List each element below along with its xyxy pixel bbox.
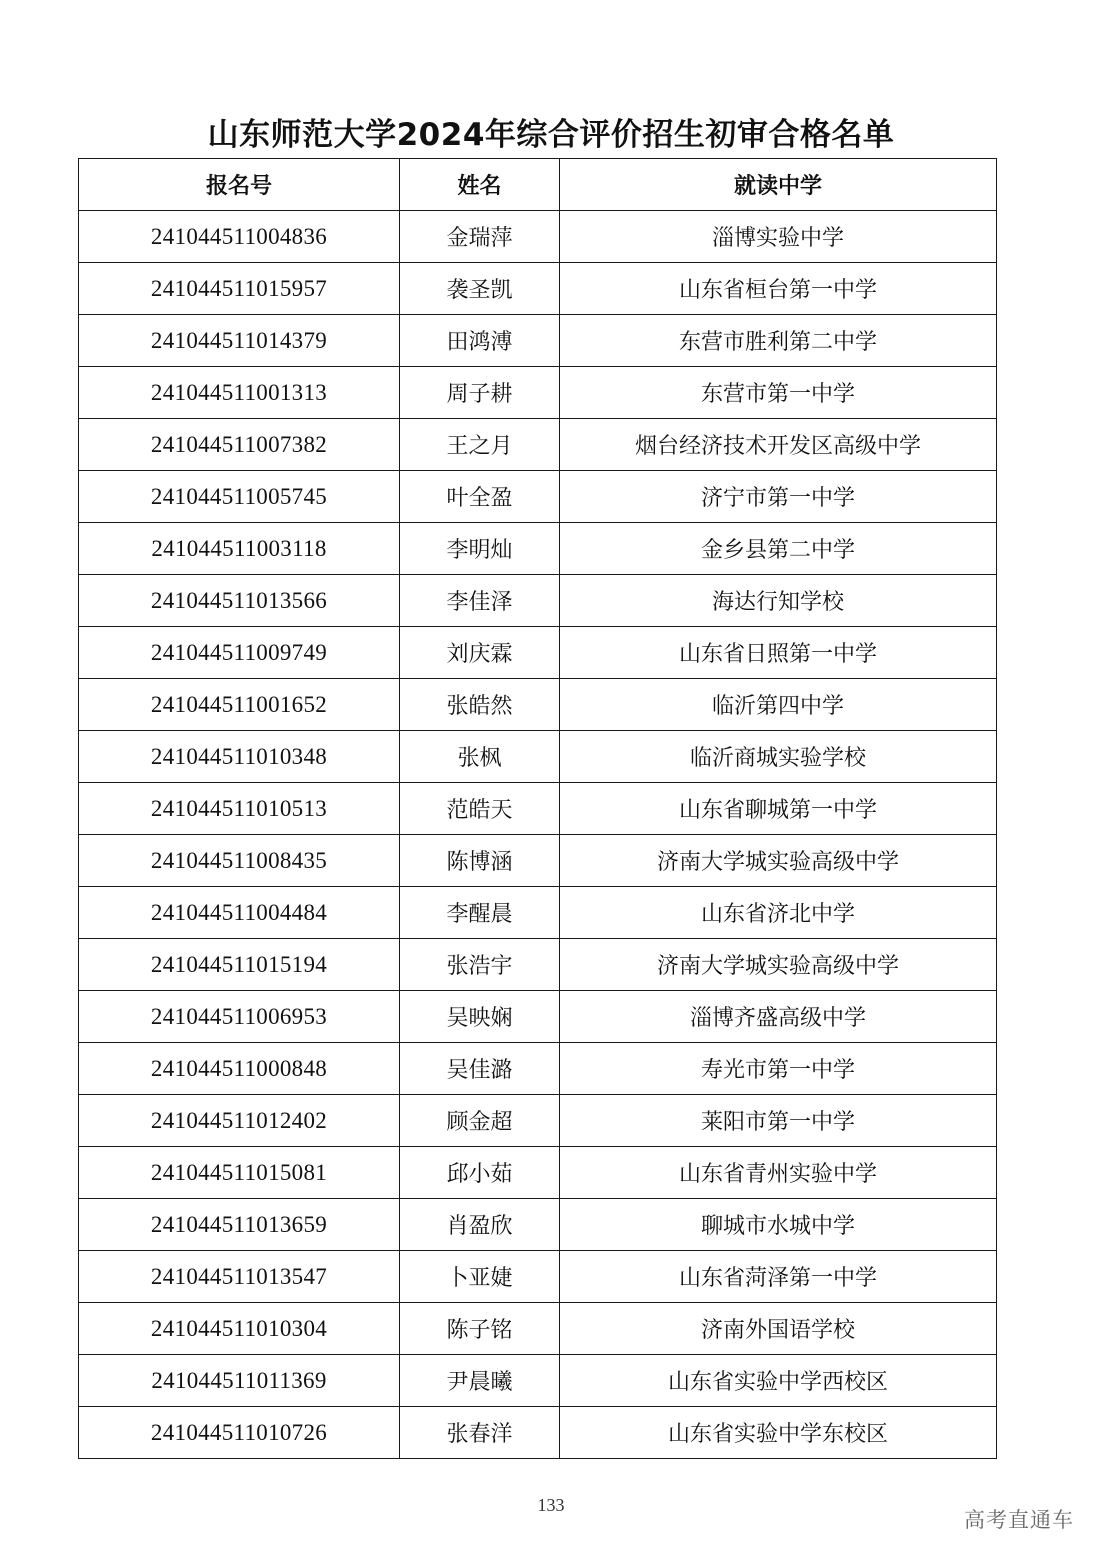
column-header-registration-number: 报名号 bbox=[79, 159, 400, 211]
registration-number-cell: 241044511010304 bbox=[79, 1303, 400, 1355]
school-cell: 金乡县第二中学 bbox=[560, 523, 997, 575]
table-row bbox=[79, 575, 997, 627]
school-cell: 山东省实验中学西校区 bbox=[560, 1355, 997, 1407]
page-title: 山东师范大学2024年综合评价招生初审合格名单 bbox=[207, 117, 895, 153]
school-cell: 聊城市水城中学 bbox=[560, 1199, 997, 1251]
student-name-cell: 李明灿 bbox=[400, 523, 560, 575]
student-name-cell: 顾金超 bbox=[400, 1095, 560, 1147]
table-row bbox=[79, 315, 997, 367]
student-name-cell: 刘庆霖 bbox=[400, 627, 560, 679]
student-name-cell: 王之月 bbox=[400, 419, 560, 471]
student-name-cell: 袭圣凯 bbox=[400, 263, 560, 315]
student-name-cell: 尹晨曦 bbox=[400, 1355, 560, 1407]
table-row bbox=[79, 1303, 997, 1355]
school-cell: 临沂商城实验学校 bbox=[560, 731, 997, 783]
registration-number-cell: 241044511003118 bbox=[79, 523, 400, 575]
table-row bbox=[79, 835, 997, 887]
registration-number-cell: 241044511006953 bbox=[79, 991, 400, 1043]
table-row bbox=[79, 1147, 997, 1199]
table-body bbox=[79, 211, 997, 1459]
registration-number-cell: 241044511008435 bbox=[79, 835, 400, 887]
column-header-school: 就读中学 bbox=[560, 159, 997, 211]
school-cell: 烟台经济技术开发区高级中学 bbox=[560, 419, 997, 471]
registration-number-cell: 241044511015957 bbox=[79, 263, 400, 315]
student-name-cell: 李佳泽 bbox=[400, 575, 560, 627]
school-cell: 山东省实验中学东校区 bbox=[560, 1407, 997, 1459]
registration-number-cell: 241044511013659 bbox=[79, 1199, 400, 1251]
table-row bbox=[79, 731, 997, 783]
student-name-cell: 田鸿溥 bbox=[400, 315, 560, 367]
school-cell: 山东省菏泽第一中学 bbox=[560, 1251, 997, 1303]
table-header bbox=[79, 159, 997, 211]
student-name-cell: 陈博涵 bbox=[400, 835, 560, 887]
registration-number-cell: 241044511010513 bbox=[79, 783, 400, 835]
school-cell: 东营市第一中学 bbox=[560, 367, 997, 419]
school-cell: 山东省日照第一中学 bbox=[560, 627, 997, 679]
registration-number-cell: 241044511015194 bbox=[79, 939, 400, 991]
registration-number-cell: 241044511009749 bbox=[79, 627, 400, 679]
table-row bbox=[79, 627, 997, 679]
registration-number-cell: 241044511001313 bbox=[79, 367, 400, 419]
school-cell: 济南外国语学校 bbox=[560, 1303, 997, 1355]
table-row bbox=[79, 367, 997, 419]
table-row bbox=[79, 1043, 997, 1095]
table-row bbox=[79, 1407, 997, 1459]
table-header-row bbox=[79, 159, 997, 211]
registration-number-cell: 241044511010348 bbox=[79, 731, 400, 783]
student-name-cell: 周子耕 bbox=[400, 367, 560, 419]
table-row bbox=[79, 419, 997, 471]
student-name-cell: 张皓然 bbox=[400, 679, 560, 731]
student-name-cell: 吴映娴 bbox=[400, 991, 560, 1043]
table-row bbox=[79, 1251, 997, 1303]
school-cell: 海达行知学校 bbox=[560, 575, 997, 627]
registration-number-cell: 241044511005745 bbox=[79, 471, 400, 523]
registration-number-cell: 241044511015081 bbox=[79, 1147, 400, 1199]
watermark-text: 高考直通车 bbox=[964, 1508, 1074, 1532]
registration-number-cell: 241044511000848 bbox=[79, 1043, 400, 1095]
table-row bbox=[79, 679, 997, 731]
registration-number-cell: 241044511012402 bbox=[79, 1095, 400, 1147]
school-cell: 寿光市第一中学 bbox=[560, 1043, 997, 1095]
student-name-cell: 卜亚婕 bbox=[400, 1251, 560, 1303]
student-name-cell: 张春洋 bbox=[400, 1407, 560, 1459]
student-name-cell: 金瑞萍 bbox=[400, 211, 560, 263]
school-cell: 山东省济北中学 bbox=[560, 887, 997, 939]
registration-number-cell: 241044511010726 bbox=[79, 1407, 400, 1459]
school-cell: 淄博齐盛高级中学 bbox=[560, 991, 997, 1043]
student-name-cell: 叶全盈 bbox=[400, 471, 560, 523]
registration-number-cell: 241044511014379 bbox=[79, 315, 400, 367]
student-name-cell: 邱小茹 bbox=[400, 1147, 560, 1199]
registration-number-cell: 241044511004836 bbox=[79, 211, 400, 263]
school-cell: 济宁市第一中学 bbox=[560, 471, 997, 523]
registration-number-cell: 241044511004484 bbox=[79, 887, 400, 939]
school-cell: 山东省青州实验中学 bbox=[560, 1147, 997, 1199]
student-name-cell: 陈子铭 bbox=[400, 1303, 560, 1355]
table-row bbox=[79, 991, 997, 1043]
student-name-cell: 吴佳潞 bbox=[400, 1043, 560, 1095]
student-name-cell: 张枫 bbox=[400, 731, 560, 783]
table-row bbox=[79, 1355, 997, 1407]
table-row bbox=[79, 471, 997, 523]
student-name-cell: 李醒晨 bbox=[400, 887, 560, 939]
school-cell: 山东省聊城第一中学 bbox=[560, 783, 997, 835]
table-row bbox=[79, 263, 997, 315]
registration-number-cell: 241044511013566 bbox=[79, 575, 400, 627]
table-row bbox=[79, 1095, 997, 1147]
registration-number-cell: 241044511007382 bbox=[79, 419, 400, 471]
table-row bbox=[79, 1199, 997, 1251]
school-cell: 济南大学城实验高级中学 bbox=[560, 835, 997, 887]
student-name-cell: 肖盈欣 bbox=[400, 1199, 560, 1251]
registration-number-cell: 241044511013547 bbox=[79, 1251, 400, 1303]
admission-list-table bbox=[78, 158, 997, 1459]
registration-number-cell: 241044511001652 bbox=[79, 679, 400, 731]
student-name-cell: 张浩宇 bbox=[400, 939, 560, 991]
table-row bbox=[79, 939, 997, 991]
registration-number-cell: 241044511011369 bbox=[79, 1355, 400, 1407]
student-name-cell: 范皓天 bbox=[400, 783, 560, 835]
table-row bbox=[79, 211, 997, 263]
table-row bbox=[79, 887, 997, 939]
page-number: 133 bbox=[537, 1495, 565, 1515]
column-header-name: 姓名 bbox=[400, 159, 560, 211]
school-cell: 淄博实验中学 bbox=[560, 211, 997, 263]
school-cell: 临沂第四中学 bbox=[560, 679, 997, 731]
school-cell: 济南大学城实验高级中学 bbox=[560, 939, 997, 991]
school-cell: 东营市胜利第二中学 bbox=[560, 315, 997, 367]
table-row bbox=[79, 783, 997, 835]
school-cell: 山东省桓台第一中学 bbox=[560, 263, 997, 315]
table-row bbox=[79, 523, 997, 575]
school-cell: 莱阳市第一中学 bbox=[560, 1095, 997, 1147]
